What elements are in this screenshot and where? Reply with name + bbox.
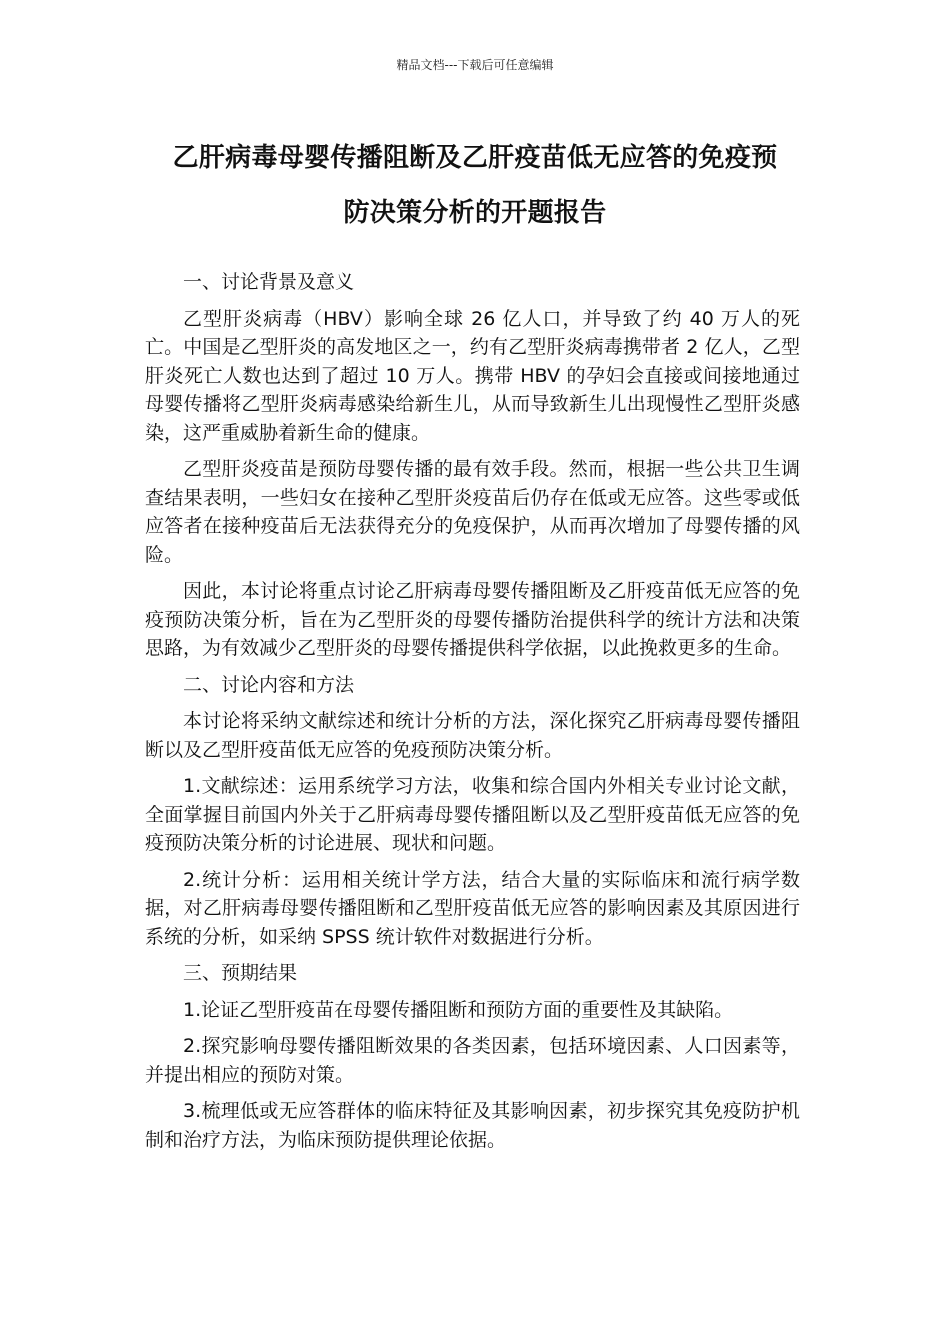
paragraph-vaccine-response: 乙型肝炎疫苗是预防母婴传播的最有效手段。然而，根据一些公共卫生调查结果表明，一些妇女在接种乙型肝炎疫苗后仍存在低或无应答。这些零或低应答者在接种疫苗后无法获得充分的免疫保护，从而再次增加了母婴传播的风险。	[145, 458, 800, 566]
section-heading-expected-results: 三、预期结果	[183, 962, 298, 984]
expected-result-1: 1.论证乙型肝疫苗在母婴传播阻断和预防方面的重要性及其缺陷。	[183, 998, 734, 1021]
header-note: 精品文档---下载后可任意编辑	[396, 58, 554, 72]
section-heading-background: 一、讨论背景及意义	[183, 271, 355, 293]
paragraph-literature-review: 1.文献综述：运用系统学习方法，收集和综合国内外相关专业讨论文献，全面掌握目前国内外关于乙肝病毒母婴传播阻断以及乙型肝疫苗低无应答的免疫预防决策分析的讨论进展、现状和问题。	[145, 775, 800, 854]
paragraph-hbv-overview: 乙型肝炎病毒（HBV）影响全球 26 亿人口，并导致了约 40 万人的死亡。中国是乙型肝炎的高发地区之一，约有乙型肝炎病毒携带者 2 亿人，乙型肝炎死亡人数也达到了超过 10 万人。携带 HBV 的孕妇会直接或间接地通过母婴传播将乙型肝炎病毒感染给新生儿，从而导致新生儿出现慢性乙型肝炎感染，这严重威胁着新生命的健康。	[145, 307, 800, 444]
paragraph-methods-intro: 本讨论将采纳文献综述和统计分析的方法，深化探究乙肝病毒母婴传播阻断以及乙型肝疫苗低无应答的免疫预防决策分析。	[145, 710, 800, 761]
expected-result-2: 2.探究影响母婴传播阻断效果的各类因素，包括环境因素、人口因素等，并提出相应的预防对策。	[145, 1035, 800, 1086]
paragraph-study-aim: 因此，本讨论将重点讨论乙肝病毒母婴传播阻断及乙肝疫苗低无应答的免疫预防决策分析，旨在为乙型肝炎的母婴传播防治提供科学的统计方法和决策思路，为有效减少乙型肝炎的母婴传播提供科学依据，以此挽救更多的生命。	[145, 580, 800, 659]
expected-result-3: 3.梳理低或无应答群体的临床特征及其影响因素，初步探究其免疫防护机制和治疗方法，为临床预防提供理论依据。	[145, 1100, 800, 1151]
paragraph-statistical-analysis: 2.统计分析：运用相关统计学方法，结合大量的实际临床和流行病学数据，对乙肝病毒母婴传播阻断和乙型肝疫苗低无应答的影响因素及其原因进行系统的分析，如采纳 SPSS 统计软件对数据进行分析。	[145, 868, 800, 948]
title-line-2: 防决策分析的开题报告	[343, 198, 607, 228]
section-heading-methods: 二、讨论内容和方法	[183, 673, 355, 696]
title-line-1: 乙肝病毒母婴传播阻断及乙肝疫苗低无应答的免疫预	[172, 143, 778, 173]
document-title	[120, 131, 830, 241]
document-body	[145, 268, 800, 1162]
